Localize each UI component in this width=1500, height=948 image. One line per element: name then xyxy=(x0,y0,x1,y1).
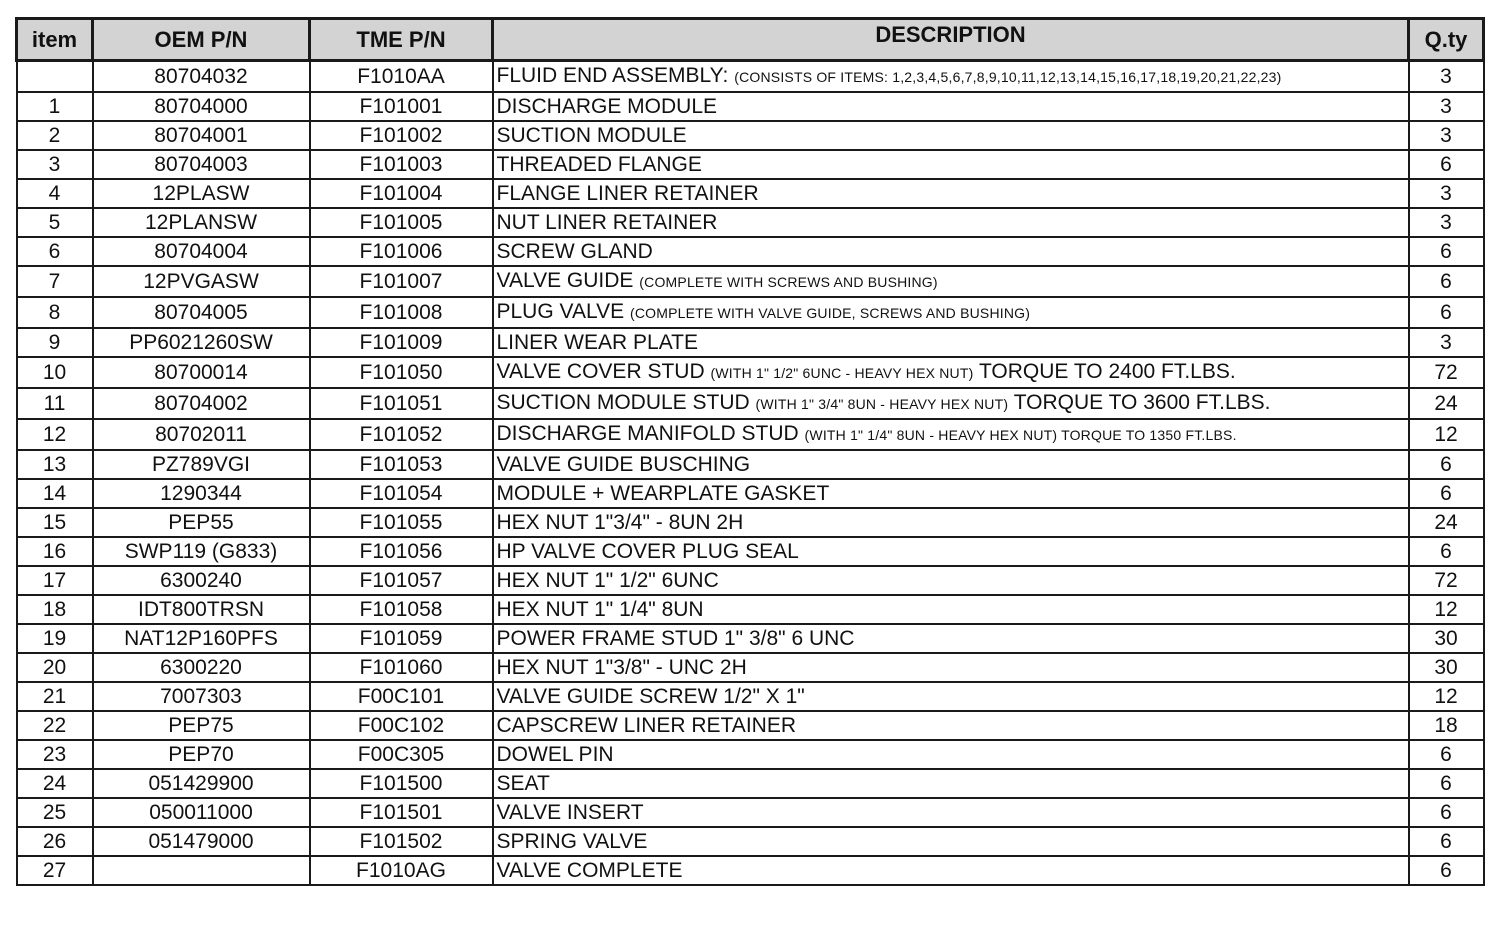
cell-tme-pn: F00C102 xyxy=(310,711,493,740)
cell-item: 20 xyxy=(17,653,93,682)
cell-tme-pn: F101005 xyxy=(310,208,493,237)
cell-item: 14 xyxy=(17,479,93,508)
cell-qty: 24 xyxy=(1409,508,1484,537)
cell-qty: 6 xyxy=(1409,297,1484,328)
cell-item: 3 xyxy=(17,150,93,179)
description-text: VALVE GUIDE BUSCHING xyxy=(496,453,751,476)
cell-tme-pn: F101009 xyxy=(310,328,493,357)
cell-tme-pn: F101059 xyxy=(310,624,493,653)
table-row xyxy=(17,537,1484,566)
cell-description xyxy=(493,595,1409,624)
cell-qty: 6 xyxy=(1409,150,1484,179)
description-note: (WITH 1" 3/4" 8UN - HEAVY HEX NUT) xyxy=(755,396,1009,412)
cell-description xyxy=(493,92,1409,121)
cell-tme-pn: F101502 xyxy=(310,827,493,856)
cell-oem-pn: 051479000 xyxy=(93,827,310,856)
cell-description xyxy=(493,208,1409,237)
cell-oem-pn: 80704032 xyxy=(93,61,310,93)
cell-qty: 6 xyxy=(1409,237,1484,266)
cell-oem-pn: 050011000 xyxy=(93,798,310,827)
cell-oem-pn: 12PVGASW xyxy=(93,266,310,297)
cell-tme-pn: F101053 xyxy=(310,450,493,479)
table-row xyxy=(17,388,1484,419)
table-body xyxy=(17,61,1484,886)
cell-oem-pn: 12PLASW xyxy=(93,179,310,208)
table-row xyxy=(17,92,1484,121)
cell-description xyxy=(493,769,1409,798)
cell-tme-pn: F101500 xyxy=(310,769,493,798)
cell-item: 10 xyxy=(17,357,93,388)
table-row xyxy=(17,827,1484,856)
cell-tme-pn: F101052 xyxy=(310,419,493,450)
description-text: VALVE COMPLETE xyxy=(496,859,683,882)
cell-item: 19 xyxy=(17,624,93,653)
table-header xyxy=(17,19,1484,61)
table-row xyxy=(17,653,1484,682)
description-text: HEX NUT 1" 1/2" 6UNC xyxy=(496,569,719,592)
cell-tme-pn: F00C305 xyxy=(310,740,493,769)
header-item: item xyxy=(17,19,93,61)
table-row xyxy=(17,61,1484,93)
cell-tme-pn: F101006 xyxy=(310,237,493,266)
description-text: VALVE COVER STUD xyxy=(496,360,705,383)
description-text: VALVE GUIDE SCREW 1/2" X 1" xyxy=(496,685,805,708)
description-text: CAPSCREW LINER RETAINER xyxy=(496,714,796,737)
cell-qty: 3 xyxy=(1409,208,1484,237)
cell-oem-pn: 80700014 xyxy=(93,357,310,388)
cell-item: 13 xyxy=(17,450,93,479)
description-text: LINER WEAR PLATE xyxy=(496,331,698,354)
cell-qty: 3 xyxy=(1409,328,1484,357)
cell-qty: 18 xyxy=(1409,711,1484,740)
description-text: SPRING VALVE xyxy=(496,830,648,853)
table-row xyxy=(17,150,1484,179)
header-oem-pn: OEM P/N xyxy=(93,19,310,61)
cell-item: 2 xyxy=(17,121,93,150)
cell-oem-pn: 80704001 xyxy=(93,121,310,150)
cell-tme-pn: F101051 xyxy=(310,388,493,419)
cell-description xyxy=(493,827,1409,856)
cell-item: 22 xyxy=(17,711,93,740)
table-row xyxy=(17,682,1484,711)
description-note: (WITH 1" 1/2" 6UNC - HEAVY HEX NUT) xyxy=(710,365,974,381)
cell-item: 18 xyxy=(17,595,93,624)
cell-tme-pn: F00C101 xyxy=(310,682,493,711)
cell-qty: 6 xyxy=(1409,856,1484,885)
table-row xyxy=(17,711,1484,740)
description-text: HEX NUT 1"3/4" - 8UN 2H xyxy=(496,511,744,534)
cell-item: 15 xyxy=(17,508,93,537)
cell-oem-pn: 7007303 xyxy=(93,682,310,711)
cell-qty: 6 xyxy=(1409,769,1484,798)
cell-tme-pn: F1010AG xyxy=(310,856,493,885)
description-text: SCREW GLAND xyxy=(496,240,653,263)
cell-tme-pn: F101501 xyxy=(310,798,493,827)
cell-qty: 72 xyxy=(1409,566,1484,595)
cell-item: 12 xyxy=(17,419,93,450)
description-text: SUCTION MODULE xyxy=(496,124,687,147)
cell-oem-pn: 80704000 xyxy=(93,92,310,121)
cell-description xyxy=(493,237,1409,266)
header-row xyxy=(17,19,1484,61)
header-qty: Q.ty xyxy=(1409,19,1484,61)
cell-item: 21 xyxy=(17,682,93,711)
cell-description xyxy=(493,388,1409,419)
cell-qty: 6 xyxy=(1409,798,1484,827)
cell-item: 7 xyxy=(17,266,93,297)
cell-tme-pn: F101054 xyxy=(310,479,493,508)
description-note: (WITH 1" 1/4" 8UN - HEAVY HEX NUT) TORQUE TO 1350 FT.LBS. xyxy=(804,427,1237,443)
cell-description xyxy=(493,297,1409,328)
cell-tme-pn: F101003 xyxy=(310,150,493,179)
cell-qty: 12 xyxy=(1409,682,1484,711)
description-text: HEX NUT 1"3/8" - UNC 2H xyxy=(496,656,747,679)
cell-tme-pn: F101060 xyxy=(310,653,493,682)
description-note: (COMPLETE WITH SCREWS AND BUSHING) xyxy=(639,274,938,290)
description-text: DISCHARGE MODULE xyxy=(496,95,718,118)
cell-qty: 24 xyxy=(1409,388,1484,419)
table-row xyxy=(17,856,1484,885)
parts-list-table xyxy=(15,17,1485,886)
header-tme-pn: TME P/N xyxy=(310,19,493,61)
table-row xyxy=(17,328,1484,357)
cell-qty: 3 xyxy=(1409,179,1484,208)
cell-tme-pn: F101007 xyxy=(310,266,493,297)
cell-oem-pn: PEP75 xyxy=(93,711,310,740)
cell-qty: 6 xyxy=(1409,740,1484,769)
cell-item: 24 xyxy=(17,769,93,798)
cell-oem-pn: PZ789VGI xyxy=(93,450,310,479)
cell-description xyxy=(493,479,1409,508)
cell-description xyxy=(493,61,1409,93)
cell-description xyxy=(493,150,1409,179)
cell-description xyxy=(493,624,1409,653)
cell-oem-pn: 80702011 xyxy=(93,419,310,450)
description-text: DISCHARGE MANIFOLD STUD xyxy=(496,422,799,445)
cell-description xyxy=(493,328,1409,357)
cell-oem-pn: 80704003 xyxy=(93,150,310,179)
cell-qty: 3 xyxy=(1409,121,1484,150)
cell-oem-pn: NAT12P160PFS xyxy=(93,624,310,653)
cell-item: 11 xyxy=(17,388,93,419)
cell-item: 27 xyxy=(17,856,93,885)
cell-description xyxy=(493,179,1409,208)
table-row xyxy=(17,566,1484,595)
header-description: DESCRIPTION xyxy=(493,19,1409,61)
cell-description xyxy=(493,419,1409,450)
cell-tme-pn: F101057 xyxy=(310,566,493,595)
cell-description xyxy=(493,121,1409,150)
parts-list-table-wrapper xyxy=(15,17,1482,886)
cell-oem-pn: IDT800TRSN xyxy=(93,595,310,624)
cell-oem-pn: SWP119 (G833) xyxy=(93,537,310,566)
cell-oem-pn: 1290344 xyxy=(93,479,310,508)
cell-qty: 6 xyxy=(1409,827,1484,856)
table-row xyxy=(17,740,1484,769)
description-text: VALVE GUIDE xyxy=(496,269,634,292)
cell-tme-pn: F101008 xyxy=(310,297,493,328)
table-row xyxy=(17,769,1484,798)
cell-description xyxy=(493,740,1409,769)
description-text: MODULE + WEARPLATE GASKET xyxy=(496,482,830,505)
table-row xyxy=(17,419,1484,450)
table-row xyxy=(17,508,1484,537)
cell-oem-pn: 80704005 xyxy=(93,297,310,328)
description-text: DOWEL PIN xyxy=(496,743,614,766)
cell-description xyxy=(493,856,1409,885)
cell-oem-pn xyxy=(93,856,310,885)
cell-tme-pn: F101055 xyxy=(310,508,493,537)
cell-tme-pn: F101002 xyxy=(310,121,493,150)
cell-item xyxy=(17,61,93,93)
description-text: HEX NUT 1" 1/4" 8UN xyxy=(496,598,704,621)
cell-description xyxy=(493,798,1409,827)
cell-description xyxy=(493,266,1409,297)
description-note: (COMPLETE WITH VALVE GUIDE, SCREWS AND BUSHING) xyxy=(629,305,1031,321)
table-row xyxy=(17,624,1484,653)
cell-tme-pn: F101004 xyxy=(310,179,493,208)
cell-qty: 6 xyxy=(1409,450,1484,479)
table-row xyxy=(17,179,1484,208)
cell-tme-pn: F101058 xyxy=(310,595,493,624)
table-row xyxy=(17,208,1484,237)
cell-item: 23 xyxy=(17,740,93,769)
cell-item: 26 xyxy=(17,827,93,856)
cell-description xyxy=(493,682,1409,711)
cell-description xyxy=(493,537,1409,566)
cell-oem-pn: 051429900 xyxy=(93,769,310,798)
cell-item: 16 xyxy=(17,537,93,566)
cell-qty: 6 xyxy=(1409,537,1484,566)
cell-item: 1 xyxy=(17,92,93,121)
table-row xyxy=(17,121,1484,150)
cell-item: 8 xyxy=(17,297,93,328)
cell-item: 4 xyxy=(17,179,93,208)
cell-description xyxy=(493,450,1409,479)
description-text: FLUID END ASSEMBLY: xyxy=(496,64,729,87)
cell-qty: 3 xyxy=(1409,92,1484,121)
cell-item: 6 xyxy=(17,237,93,266)
cell-oem-pn: 80704002 xyxy=(93,388,310,419)
description-text: NUT LINER RETAINER xyxy=(496,211,718,234)
description-note: (CONSISTS OF ITEMS: 1,2,3,4,5,6,7,8,9,10,11,12,13,14,15,16,17,18,19,20,21,22,23) xyxy=(734,69,1282,85)
table-row xyxy=(17,595,1484,624)
cell-oem-pn: PEP70 xyxy=(93,740,310,769)
description-torque: TORQUE TO 3600 FT.LBS. xyxy=(1013,391,1271,414)
table-row xyxy=(17,798,1484,827)
description-text: SUCTION MODULE STUD xyxy=(496,391,750,414)
cell-item: 25 xyxy=(17,798,93,827)
description-text: SEAT xyxy=(496,772,550,795)
cell-qty: 3 xyxy=(1409,61,1484,93)
cell-oem-pn: 6300220 xyxy=(93,653,310,682)
description-torque: TORQUE TO 2400 FT.LBS. xyxy=(978,360,1236,383)
table-row xyxy=(17,479,1484,508)
cell-description xyxy=(493,566,1409,595)
description-text: HP VALVE COVER PLUG SEAL xyxy=(496,540,799,563)
table-row xyxy=(17,297,1484,328)
cell-item: 9 xyxy=(17,328,93,357)
cell-tme-pn: F101056 xyxy=(310,537,493,566)
cell-qty: 30 xyxy=(1409,624,1484,653)
cell-oem-pn: 80704004 xyxy=(93,237,310,266)
cell-description xyxy=(493,357,1409,388)
cell-description xyxy=(493,711,1409,740)
cell-qty: 12 xyxy=(1409,595,1484,624)
cell-tme-pn: F1010AA xyxy=(310,61,493,93)
cell-qty: 72 xyxy=(1409,357,1484,388)
cell-description xyxy=(493,653,1409,682)
cell-qty: 6 xyxy=(1409,479,1484,508)
table-row xyxy=(17,357,1484,388)
description-text: PLUG VALVE xyxy=(496,300,625,323)
description-text: THREADED FLANGE xyxy=(496,153,702,176)
cell-tme-pn: F101050 xyxy=(310,357,493,388)
cell-item: 17 xyxy=(17,566,93,595)
description-text: POWER FRAME STUD 1" 3/8" 6 UNC xyxy=(496,627,855,650)
table-row xyxy=(17,266,1484,297)
cell-oem-pn: PP6021260SW xyxy=(93,328,310,357)
cell-oem-pn: 12PLANSW xyxy=(93,208,310,237)
cell-qty: 30 xyxy=(1409,653,1484,682)
table-row xyxy=(17,450,1484,479)
cell-description xyxy=(493,508,1409,537)
cell-tme-pn: F101001 xyxy=(310,92,493,121)
description-text: VALVE INSERT xyxy=(496,801,644,824)
cell-item: 5 xyxy=(17,208,93,237)
table-row xyxy=(17,237,1484,266)
cell-oem-pn: 6300240 xyxy=(93,566,310,595)
description-text: FLANGE LINER RETAINER xyxy=(496,182,759,205)
cell-oem-pn: PEP55 xyxy=(93,508,310,537)
cell-qty: 6 xyxy=(1409,266,1484,297)
cell-qty: 12 xyxy=(1409,419,1484,450)
